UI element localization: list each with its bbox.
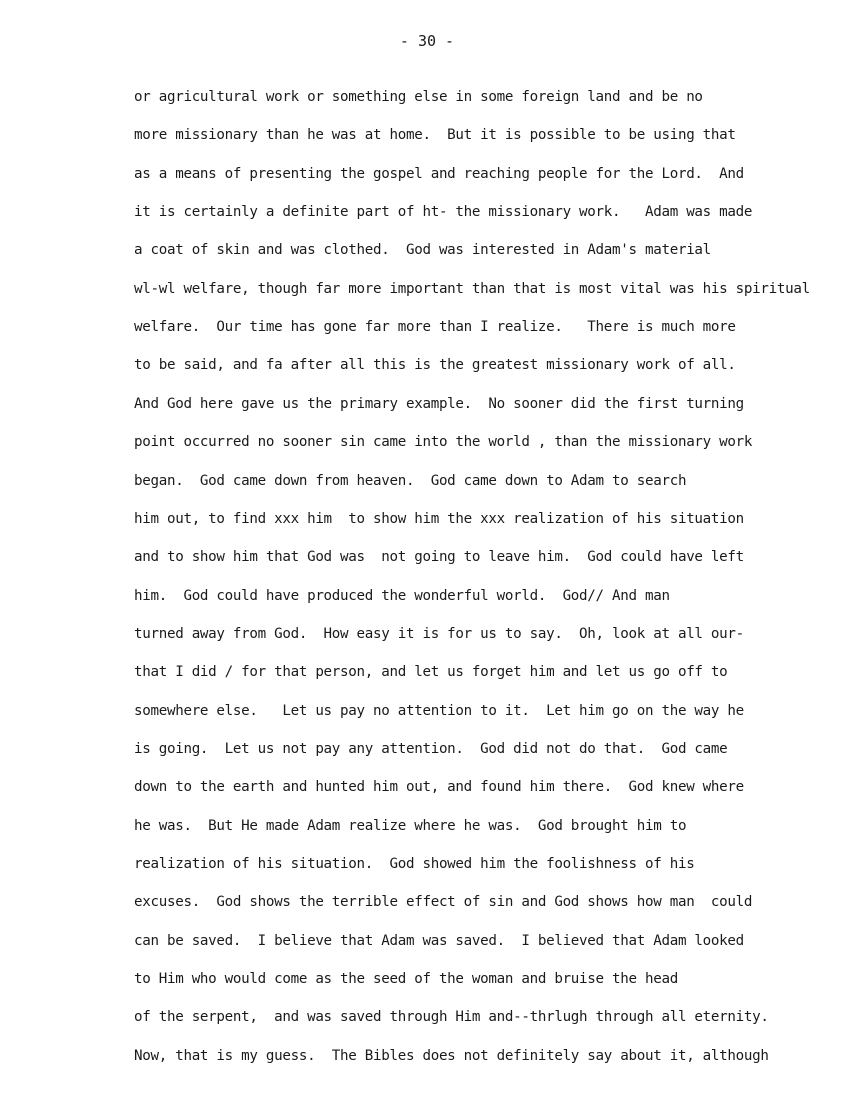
text-line: him. God could have produced the wonderful world. God// And man [134, 587, 670, 604]
text-line: welfare. Our time has gone far more than I realize. There is much more [134, 319, 736, 336]
text-line: a coat of skin and was clothed. God was interested in Adam's material [134, 242, 711, 259]
text-line: of the serpent, and was saved through Him and--thrlugh through all eternity. [134, 1009, 769, 1026]
text-line: and to show him that God was not going to leave him. God could have left [134, 549, 744, 566]
text-line: point occurred no sooner sin came into the world , than the missionary work [134, 434, 753, 451]
text-line: that I did / for that person, and let us forget him and let us go off to [134, 664, 728, 681]
text-line: realization of his situation. God showed him the foolishness of his [134, 856, 695, 872]
text-line: wl-wl welfare, though far more important than that is most vital was his spiritual [134, 280, 810, 297]
text-line: it is certainly a definite part of ht- the missionary work. Adam was made [134, 204, 753, 221]
text-line: can be saved. I believe that Adam was saved. I believed that Adam looked [134, 932, 744, 949]
text-line: he was. But He made Adam realize where he was. God brought him to [134, 817, 687, 834]
text-line: to be said, and fa after all this is the greatest missionary work of all. [134, 357, 736, 374]
text-line: excuses. God shows the terrible effect of sin and God shows how man could [134, 894, 753, 911]
text-line: him out, to find xxx him to show him the xxx realization of his situation [134, 510, 744, 527]
text-line: began. God came down from heaven. God came down to Adam to search [134, 472, 687, 489]
text-line: And God here gave us the primary example. No sooner did the first turning [134, 395, 744, 412]
text-line: or agricultural work or something else in some foreign land and be no [134, 89, 703, 105]
text-line: down to the earth and hunted him out, and found him there. God knew where [134, 779, 744, 796]
text-line: turned away from God. How easy it is for us to say. Oh, look at all our- [134, 625, 744, 642]
text-line: Now, that is my guess. The Bibles does not definitely say about it, although [134, 1047, 769, 1064]
text-line: somewhere else. Let us pay no attention to it. Let him go on the way he [134, 702, 744, 719]
text-line: is going. Let us not pay any attention. God did not do that. God came [134, 740, 728, 757]
text-line: as a means of presenting the gospel and reaching people for the Lord. And [134, 165, 744, 182]
text-line: more missionary than he was at home. But it is possible to be using that [134, 127, 736, 144]
page-number: - 30 - [399, 32, 455, 50]
text-line: to Him who would come as the seed of the woman and bruise the head [134, 971, 678, 988]
